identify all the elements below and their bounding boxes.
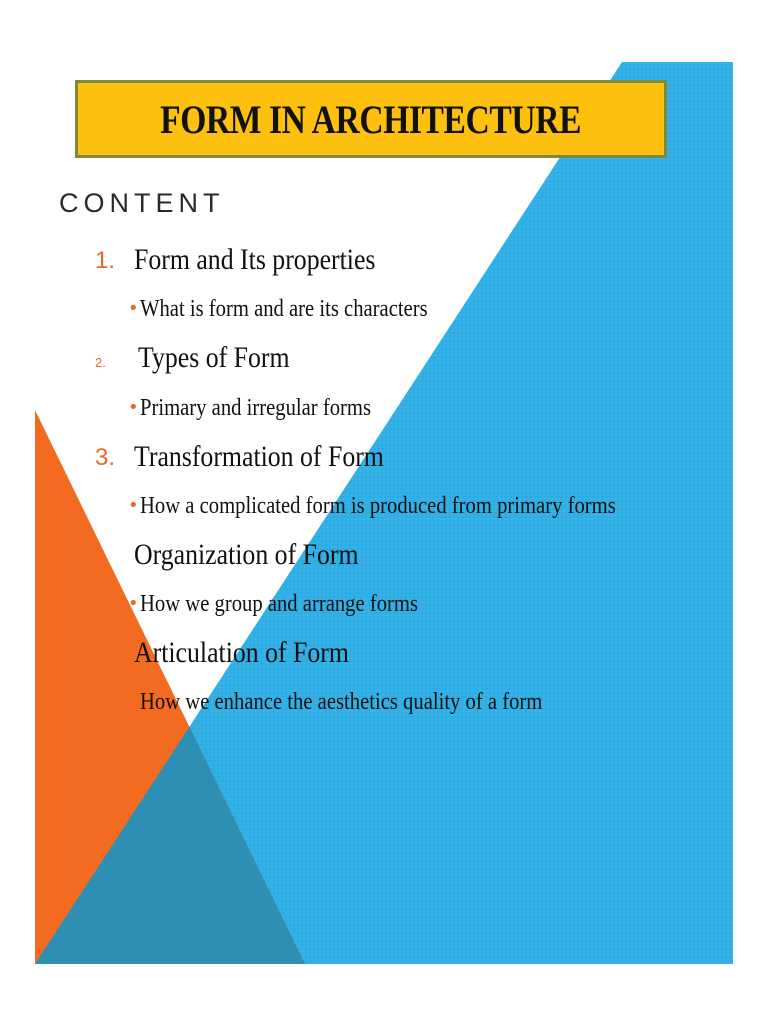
bullet-icon: • <box>128 495 139 516</box>
slide-title: FORM IN ARCHITECTURE <box>160 96 582 142</box>
item-label: Types of Form <box>138 341 290 374</box>
list-item <box>35 243 733 283</box>
item-label: Form and Its properties <box>134 243 376 276</box>
sub-item-label: How we enhance the aesthetics quality of a form <box>140 689 543 715</box>
title-banner <box>75 80 667 158</box>
list-item <box>35 538 733 578</box>
bullet-icon: • <box>128 298 139 319</box>
item-label: Transformation of Form <box>134 440 384 473</box>
bullet-icon: • <box>128 593 139 614</box>
item-number: 1. <box>95 247 116 274</box>
sub-item-label: How a complicated form is produced from primary forms <box>140 493 616 519</box>
item-number: 3. <box>95 444 116 471</box>
bullet-icon: • <box>128 397 139 418</box>
item-number: 2. <box>95 355 106 370</box>
sub-item-label: Primary and irregular forms <box>140 395 371 421</box>
slide <box>35 62 733 964</box>
sub-item-label: What is form and are its characters <box>140 296 428 322</box>
list-item <box>35 440 733 480</box>
item-label: Organization of Form <box>134 538 359 571</box>
content-heading: CONTENT <box>59 188 225 218</box>
item-label: Articulation of Form <box>134 636 349 669</box>
list-item <box>35 636 733 676</box>
list-item <box>35 341 733 381</box>
sub-item-label: How we group and arrange forms <box>140 591 418 617</box>
